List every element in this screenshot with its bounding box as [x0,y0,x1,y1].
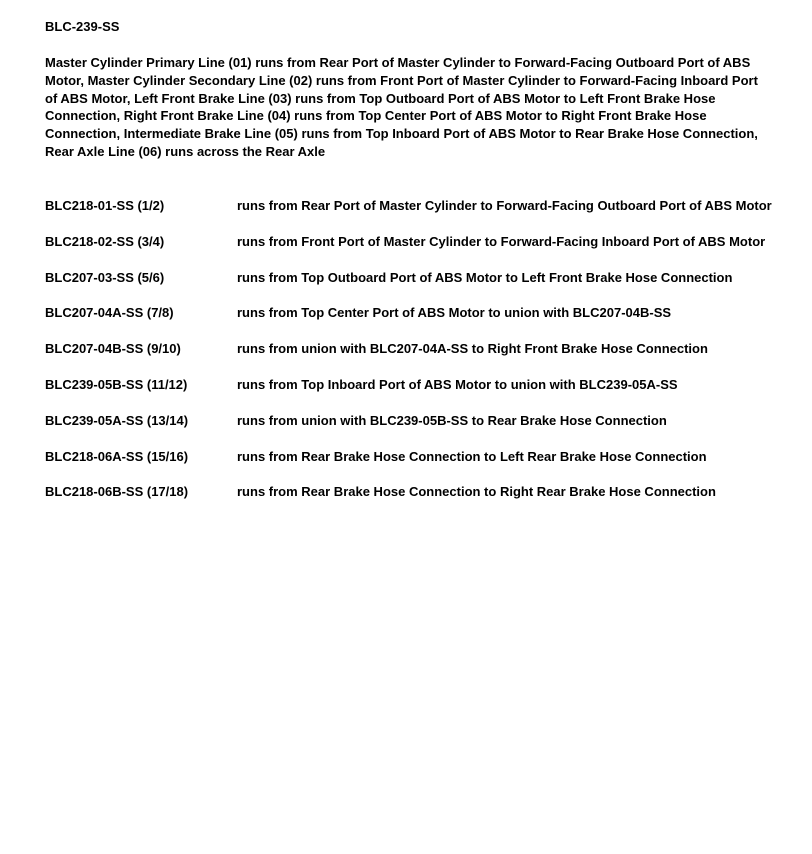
brake-line-row [45,302,785,338]
brake-line-code: BLC218-02-SS (3/4) [45,233,165,249]
brake-line-description: runs from Rear Brake Hose Connection to Left Rear Brake Hose Connection [237,448,707,464]
brake-line-code: BLC239-05A-SS (13/14) [45,412,189,428]
brake-line-row [45,481,785,517]
brake-line-code: BLC207-04B-SS (9/10) [45,341,181,357]
summary-paragraph: Master Cylinder Primary Line (01) runs from Rear Port of Master Cylinder to Forward-Facing Outboard Port of ABS Motor, Master Cylinder Secondary Line (02) runs from Front Port of Master Cylinder to Forward-Facing Inboard Port of ABS Motor, Left Front Brake Line (03) runs from Top Outboard Port of ABS Motor to Left Front Brake Hose Connection, Right Front Brake Line (04) runs from Top Center Port of ABS Motor to Right Front Brake Hose Connection, Intermediate Brake Line (05) runs from Top Inboard Port of ABS Motor to Rear Brake Hose Connection, Rear Axle Line (06) runs across the Rear Axle [45,55,758,159]
brake-line-code: BLC218-01-SS (1/2) [45,198,165,213]
brake-line-row [45,338,785,374]
brake-line-row [45,410,785,446]
brake-line-description: runs from union with BLC239-05B-SS to Rear Brake Hose Connection [237,412,667,428]
brake-line-row [45,195,785,231]
brake-line-description: runs from Top Center Port of ABS Motor to union with BLC207-04B-SS [237,305,672,321]
brake-line-description: runs from union with BLC207-04A-SS to Right Front Brake Hose Connection [237,341,708,357]
brake-line-row [45,374,785,410]
brake-line-code: BLC218-06A-SS (15/16) [45,448,189,464]
brake-line-description: runs from Rear Brake Hose Connection to Right Rear Brake Hose Connection [237,484,716,500]
brake-line-code: BLC207-04A-SS (7/8) [45,305,174,321]
brake-line-description: runs from Top Outboard Port of ABS Motor to Left Front Brake Hose Connection [237,269,733,285]
document-title: BLC-239-SS [45,19,120,34]
brake-line-code: BLC218-06B-SS (17/18) [45,484,189,500]
brake-line-description: runs from Top Inboard Port of ABS Motor to union with BLC239-05A-SS [237,376,678,392]
brake-line-row [45,231,785,267]
brake-line-row [45,267,785,303]
brake-line-code: BLC239-05B-SS (11/12) [45,376,188,392]
brake-line-description: runs from Rear Port of Master Cylinder to Forward-Facing Outboard Port of ABS Motor [237,198,772,213]
brake-line-row [45,446,785,482]
brake-line-code: BLC207-03-SS (5/6) [45,269,165,285]
brake-line-description: runs from Front Port of Master Cylinder to Forward-Facing Inboard Port of ABS Motor [237,233,766,249]
brake-line-list [45,195,785,517]
